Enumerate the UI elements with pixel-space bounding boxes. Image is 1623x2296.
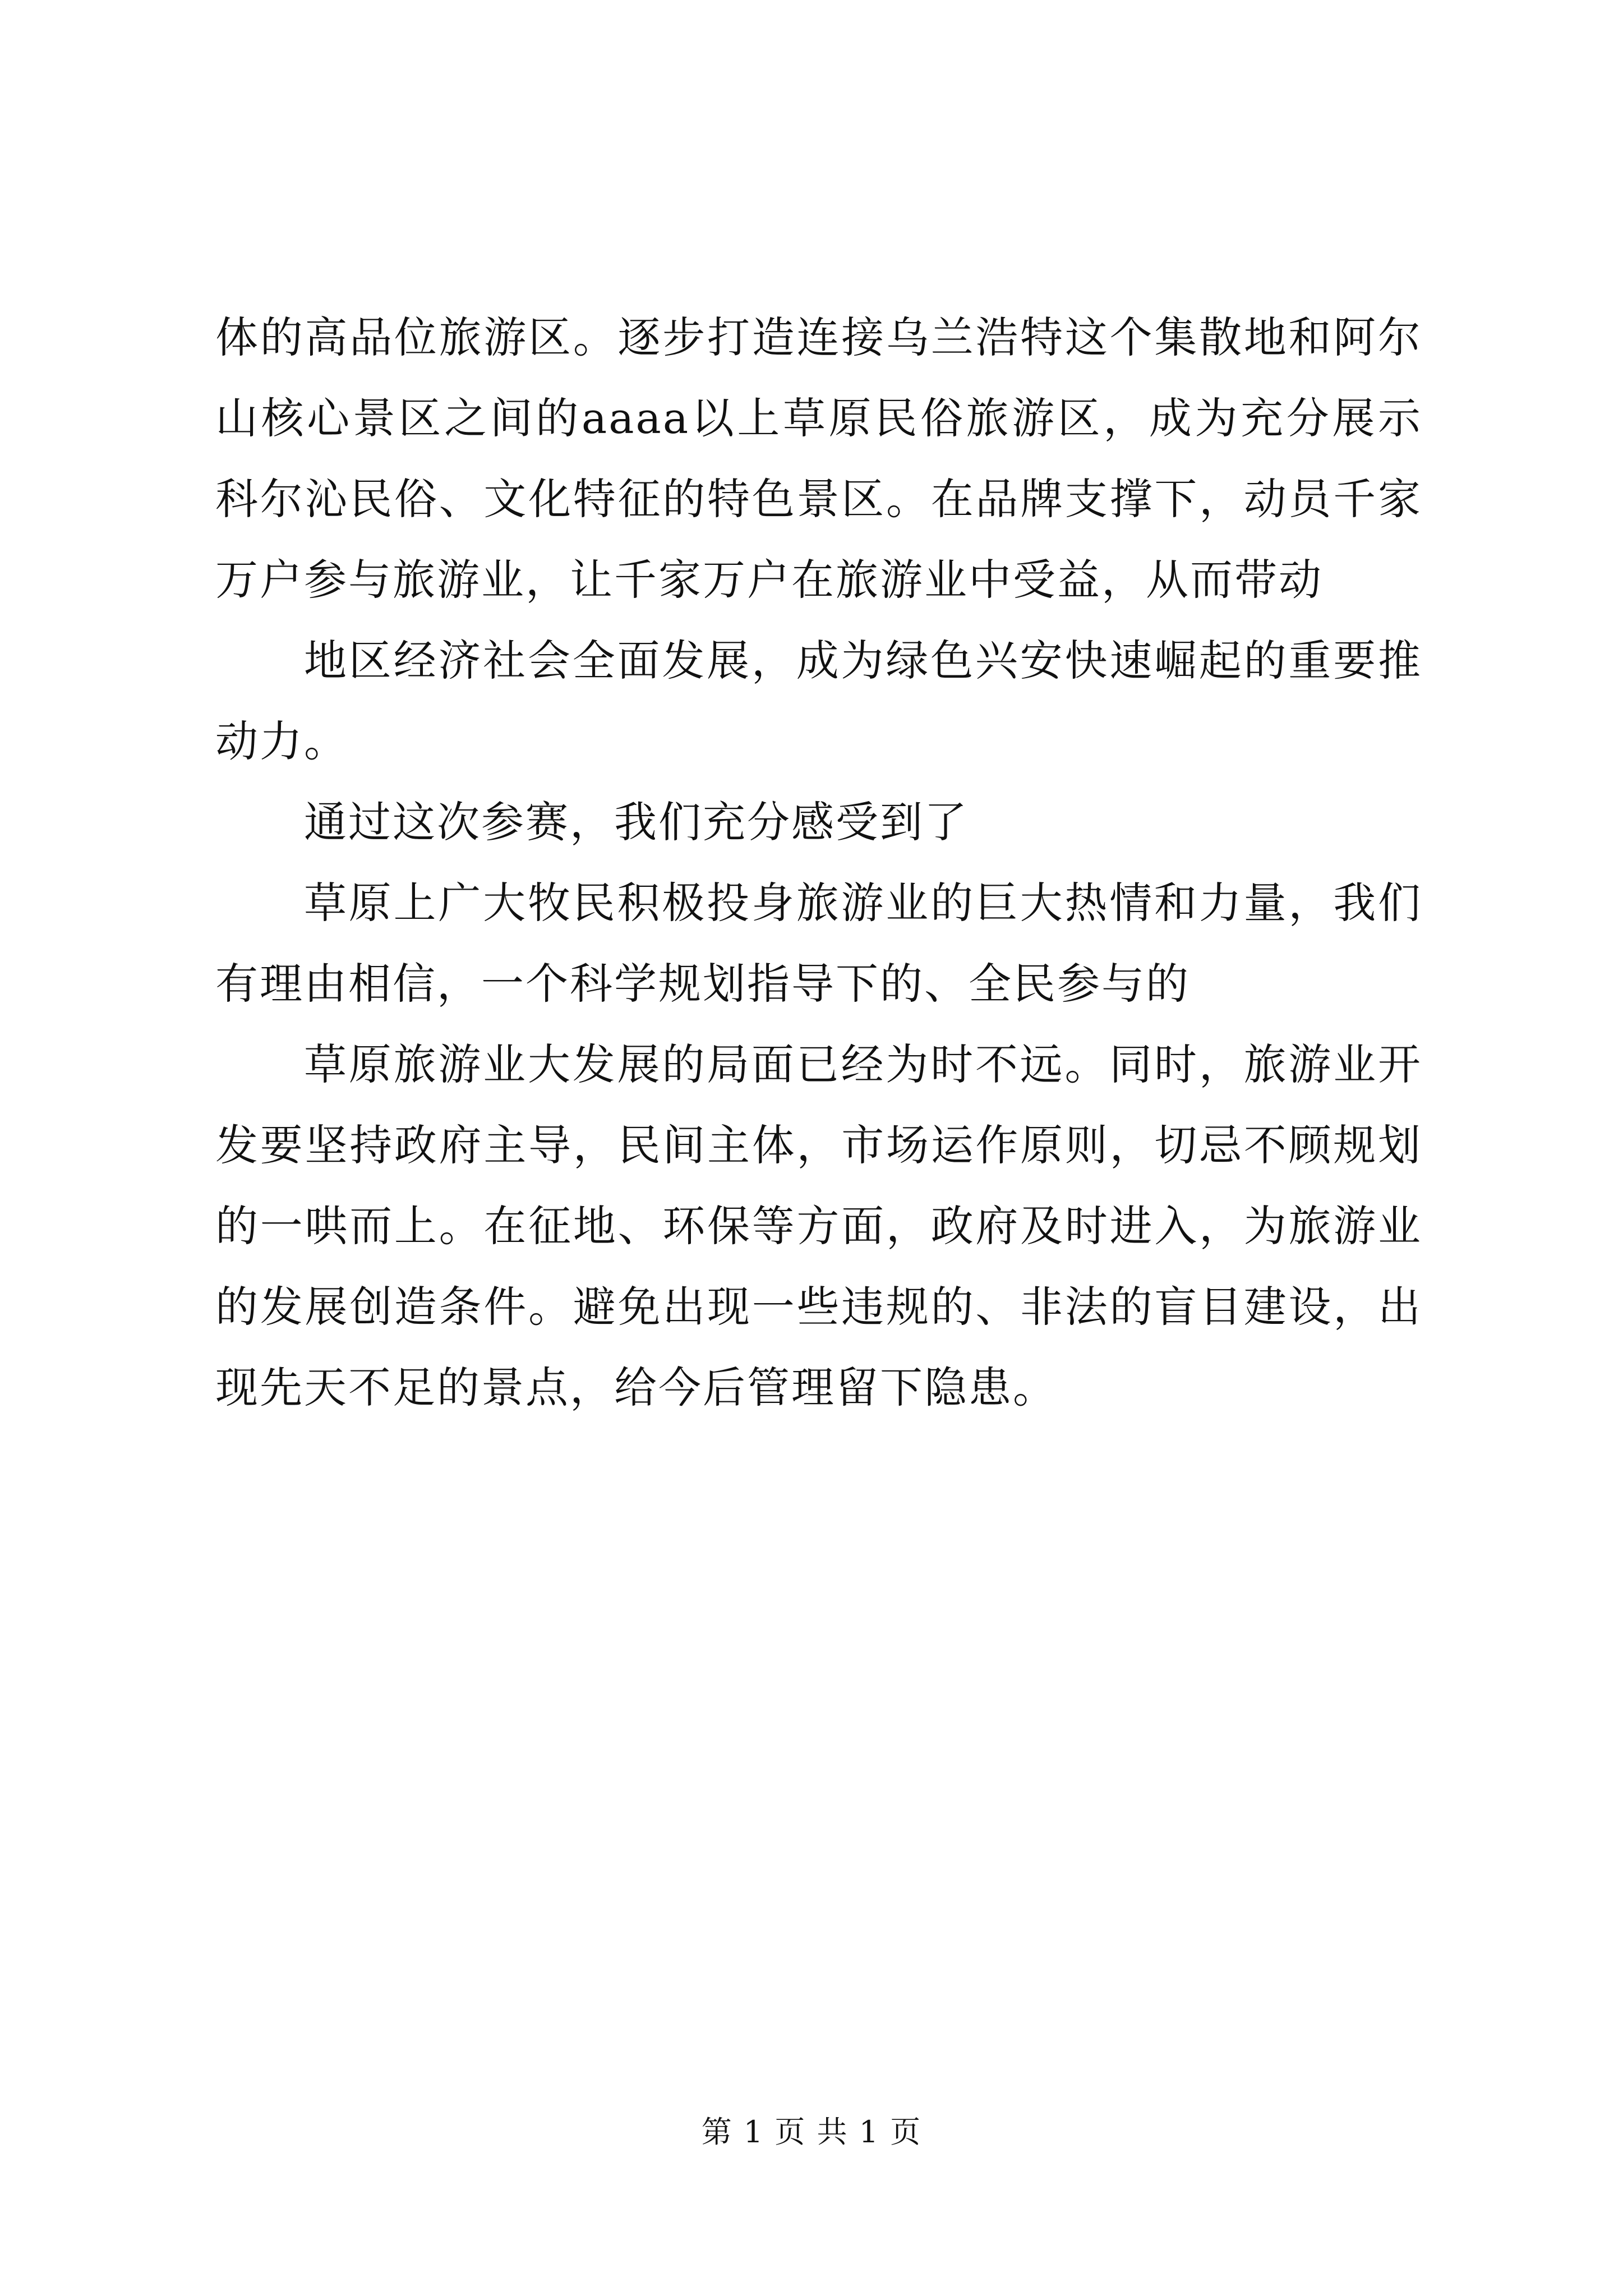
document-body [215,297,1422,1428]
paragraph-5: 草原旅游业大发展的局面已经为时不远。同时，旅游业开发要坚持政府主导，民间主体，市场运作原则，切忌不顾规划的一哄而上。在征地、环保等方面，政府及时进入，为旅游业的发展创造条件。避免出现一些违规的、非法的盲目建设，出现先天不足的景点，给今后管理留下隐患。 [215,1039,1422,1412]
paragraph-3: 通过这次参赛，我们充分感受到了 [304,797,969,847]
paragraph-2: 地区经济社会全面发展，成为绿色兴安快速崛起的重要推动力。 [215,636,1422,766]
paragraph-4: 草原上广大牧民积极投身旅游业的巨大热情和力量，我们有理由相信，一个科学规划指导下的、全民参与的 [215,878,1422,1009]
page-footer: 第 1 页 共 1 页 [701,2114,922,2150]
paragraph-1: 体的高品位旅游区。逐步打造连接乌兰浩特这个集散地和阿尔山核心景区之间的aaaa以上草原民俗旅游区，成为充分展示科尔沁民俗、文化特征的特色景区。在品牌支撑下，动员千家万户参与旅游业，让千家万户在旅游业中受益，从而带动 [215,312,1422,605]
